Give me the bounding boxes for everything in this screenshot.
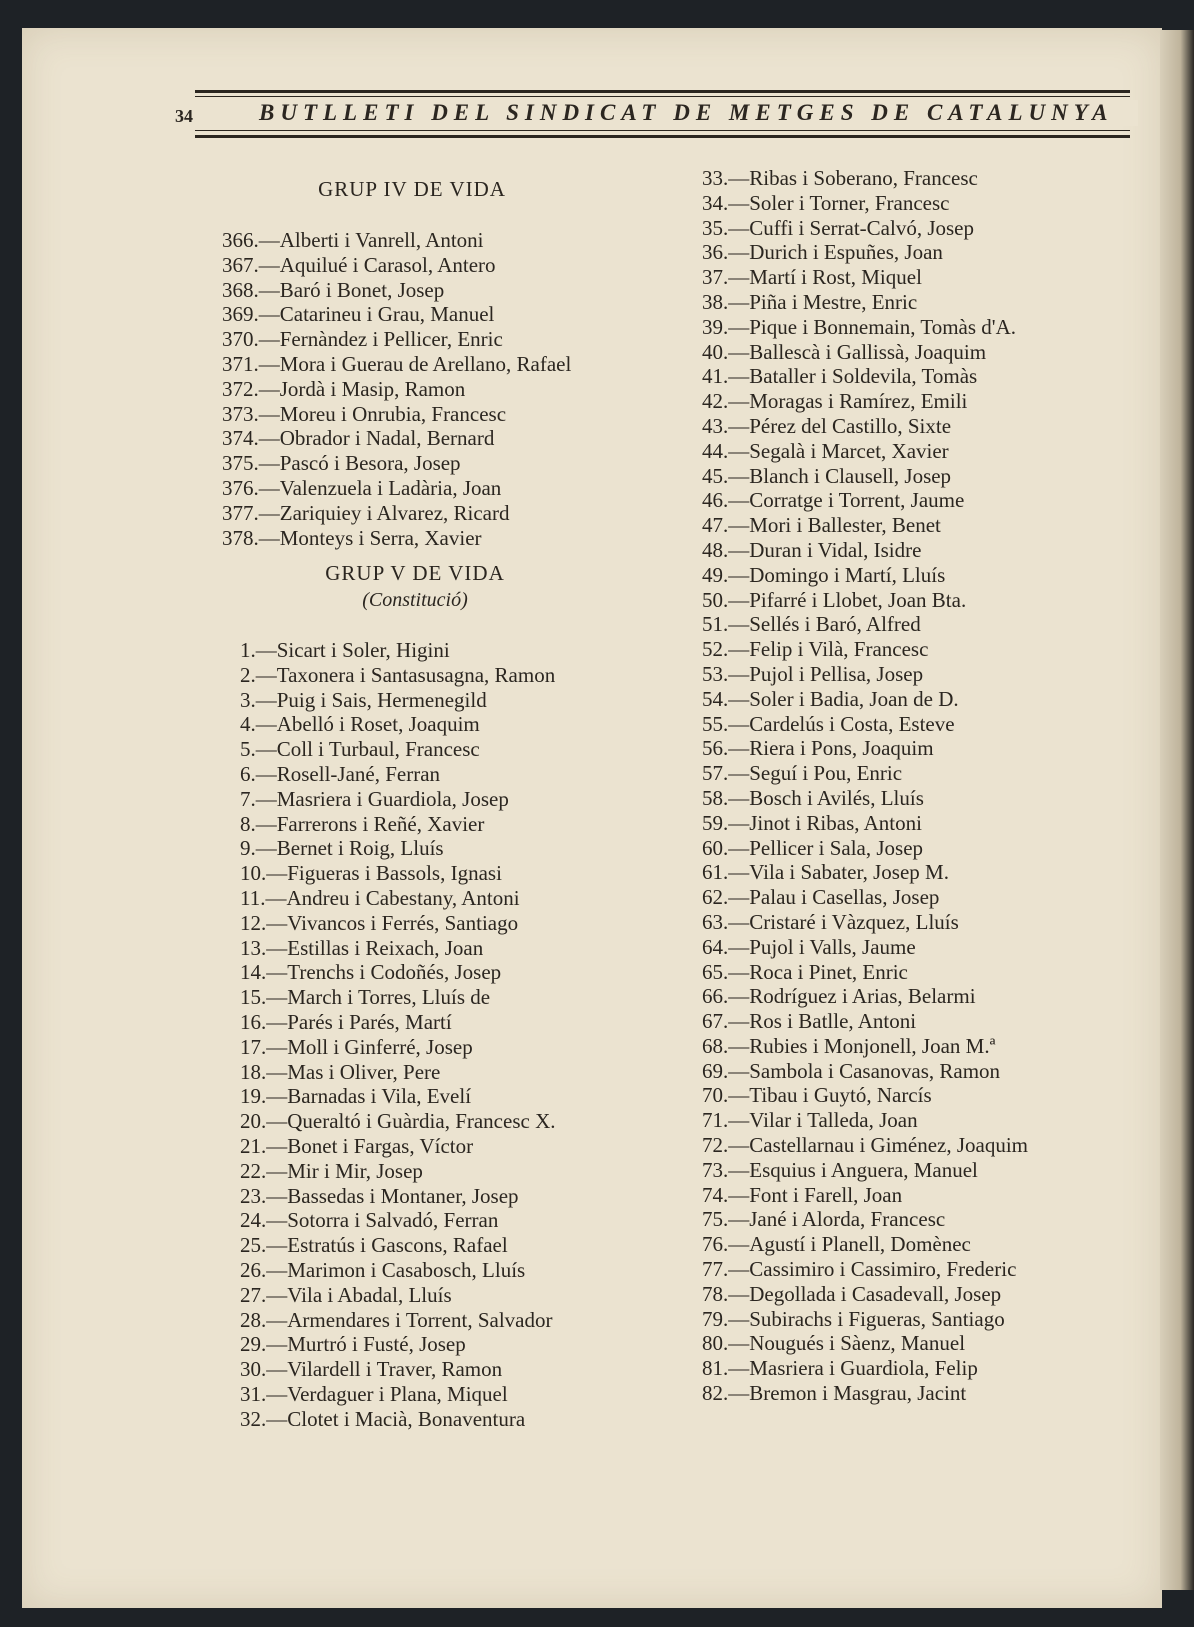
list-entry: 367.—Aquilué i Carasol, Antero [222,252,496,277]
list-entry: 77.—Cassimiro i Cassimiro, Frederic [702,1257,1017,1282]
list-entry: 42.—Moragas i Ramírez, Emili [702,389,968,414]
list-entry: 373.—Moreu i Onrubia, Francesc [222,401,507,426]
list-entry: 73.—Esquius i Anguera, Manuel [702,1157,978,1182]
list-entry: 369.—Catarineu i Grau, Manuel [222,302,495,327]
list-entry: 2.—Taxonera i Santasusagna, Ramon [240,662,556,687]
header-rule-bottom-thin [195,130,1130,131]
list-entry: 375.—Pascó i Besora, Josep [222,451,461,476]
list-entry: 377.—Zariquiey i Alvarez, Ricard [222,500,510,525]
list-entry: 25.—Estratús i Gascons, Rafael [240,1233,508,1258]
book-spine [1160,30,1194,1590]
list-entry: 376.—Valenzuela i Ladària, Joan [222,475,502,500]
list-entry: 81.—Masriera i Guardiola, Felip [702,1356,978,1381]
list-entry: 33.—Ribas i Soberano, Francesc [702,166,978,190]
list-entry: 82.—Bremon i Masgrau, Jacint [702,1381,967,1406]
group-5-subheading: (Constitució) [362,589,468,611]
list-entry: 3.—Puig i Sais, Hermenegild [240,687,487,712]
list-entry: 22.—Mir i Mir, Josep [240,1158,423,1183]
list-entry: 14.—Trenchs i Codoñés, Josep [240,960,502,985]
header-rule-top [195,90,1130,93]
list-entry: 1.—Sicart i Soler, Higini [240,638,450,662]
list-entry: 70.—Tibau i Guytó, Narcís [702,1083,932,1108]
list-entry: 15.—March i Torres, Lluís de [240,985,491,1010]
list-entry: 75.—Jané i Alorda, Francesc [702,1207,946,1232]
list-entry: 6.—Rosell-Jané, Ferran [240,761,441,786]
list-entry: 9.—Bernet i Roig, Lluís [240,836,444,861]
list-entry: 64.—Pujol i Valls, Jaume [702,934,916,959]
list-entry: 32.—Clotet i Macià, Bonaventura [240,1406,526,1431]
journal-title: BUTLLETI DEL SINDICAT DE METGES DE CATALUNYA [255,100,1138,126]
list-entry: 49.—Domingo i Martí, Lluís [702,562,946,587]
list-entry: 16.—Parés i Parés, Martí [240,1009,452,1034]
list-entry: 76.—Agustí i Planell, Domènec [702,1232,971,1257]
list-entry: 65.—Roca i Pinet, Enric [702,959,908,984]
list-entry: 11.—Andreu i Cabestany, Antoni [240,885,520,910]
list-entry: 34.—Soler i Torner, Francesc [702,190,950,215]
list-entry: 37.—Martí i Rost, Miquel [702,265,922,290]
list-entry: 366.—Alberti i Vanrell, Antoni [222,228,484,252]
list-entry: 74.—Font i Farell, Joan [702,1182,903,1207]
list-entry: 68.—Rubies i Monjonell, Joan M.ª [702,1033,996,1058]
list-entry: 23.—Bassedas i Montaner, Josep [240,1183,519,1208]
list-entry: 374.—Obrador i Nadal, Bernard [222,426,495,451]
list-entry: 26.—Marimon i Casabosch, Lluís [240,1257,526,1282]
running-header [175,72,1130,142]
list-entry: 40.—Ballescà i Gallissà, Joaquim [702,339,987,364]
group-5-list-right [702,166,1122,1406]
list-entry: 69.—Sambola i Casanovas, Ramon [702,1058,1001,1083]
list-entry: 59.—Jinot i Ribas, Antoni [702,810,922,835]
list-entry: 27.—Vila i Abadal, Lluís [240,1282,452,1307]
list-entry: 57.—Seguí i Pou, Enric [702,761,903,786]
list-entry: 41.—Bataller i Soldevila, Tomàs [702,364,978,389]
list-entry: 4.—Abelló i Roset, Joaquim [240,712,480,737]
list-entry: 44.—Segalà i Marcet, Xavier [702,438,949,463]
list-entry: 19.—Barnadas i Vila, Evelí [240,1084,472,1109]
list-entry: 53.—Pujol i Pellisa, Josep [702,661,924,686]
list-entry: 45.—Blanch i Clausell, Josep [702,463,952,488]
list-entry: 10.—Figueras i Bassols, Ignasi [240,861,502,886]
list-entry: 21.—Bonet i Fargas, Víctor [240,1133,474,1158]
list-entry: 7.—Masriera i Guardiola, Josep [240,786,509,811]
list-entry: 79.—Subirachs i Figueras, Santiago [702,1306,1005,1331]
list-entry: 8.—Farrerons i Reñé, Xavier [240,811,485,836]
list-entry: 46.—Corratge i Torrent, Jaume [702,488,965,513]
list-entry: 38.—Piña i Mestre, Enric [702,289,918,314]
list-entry: 5.—Coll i Turbaul, Francesc [240,737,480,762]
list-entry: 24.—Sotorra i Salvadó, Ferran [240,1208,499,1233]
page-number: 34 [175,106,193,126]
header-rule-top-thin [195,96,1130,97]
list-entry: 60.—Pellicer i Sala, Josep [702,835,924,860]
list-entry: 28.—Armendares i Torrent, Salvador [240,1307,553,1332]
list-entry: 47.—Mori i Ballester, Benet [702,513,941,538]
list-entry: 50.—Pifarré i Llobet, Joan Bta. [702,587,967,612]
list-entry: 30.—Vilardell i Traver, Ramon [240,1357,503,1382]
list-entry: 18.—Mas i Oliver, Pere [240,1059,441,1084]
list-entry: 372.—Jordà i Masip, Ramon [222,376,466,401]
list-entry: 78.—Degollada i Casadevall, Josep [702,1281,1002,1306]
header-rule-bottom [195,135,1130,138]
group-4-list [222,228,642,550]
list-entry: 67.—Ros i Batlle, Antoni [702,1009,917,1034]
list-entry: 13.—Estillas i Reixach, Joan [240,935,484,960]
group-5-heading: GRUP V DE VIDA [325,561,505,585]
list-entry: 80.—Nougués i Sàenz, Manuel [702,1331,966,1356]
list-entry: 20.—Queraltó i Guàrdia, Francesc X. [240,1109,556,1134]
list-entry: 17.—Moll i Ginferré, Josep [240,1034,473,1059]
list-entry: 58.—Bosch i Avilés, Lluís [702,785,924,810]
list-entry: 36.—Durich i Espuñes, Joan [702,240,943,265]
list-entry: 371.—Mora i Guerau de Arellano, Rafael [222,351,572,376]
list-entry: 29.—Murtró i Fusté, Josep [240,1332,466,1357]
group-5-list-left [240,638,660,1432]
list-entry: 66.—Rodríguez i Arias, Belarmi [702,984,976,1009]
list-entry: 62.—Palau i Casellas, Josep [702,885,940,910]
list-entry: 51.—Sellés i Baró, Alfred [702,612,921,637]
group-4-heading: GRUP IV DE VIDA [318,177,506,201]
list-entry: 63.—Cristaré i Vàzquez, Lluís [702,909,959,934]
list-entry: 71.—Vilar i Talleda, Joan [702,1108,918,1133]
list-entry: 370.—Fernàndez i Pellicer, Enric [222,327,503,352]
list-entry: 31.—Verdaguer i Plana, Miquel [240,1381,508,1406]
list-entry: 48.—Duran i Vidal, Isidre [702,537,922,562]
list-entry: 12.—Vivancos i Ferrés, Santiago [240,910,519,935]
list-entry: 61.—Vila i Sabater, Josep M. [702,860,949,885]
list-entry: 35.—Cuffi i Serrat-Calvó, Josep [702,215,974,240]
list-entry: 52.—Felip i Vilà, Francesc [702,637,929,662]
list-entry: 368.—Baró i Bonet, Josep [222,277,445,302]
list-entry: 39.—Pique i Bonnemain, Tomàs d'A. [702,314,1016,339]
list-entry: 72.—Castellarnau i Giménez, Joaquim [702,1133,1029,1158]
list-entry: 55.—Cardelús i Costa, Esteve [702,711,955,736]
list-entry: 43.—Pérez del Castillo, Sixte [702,413,952,438]
list-entry: 378.—Monteys i Serra, Xavier [222,525,482,550]
list-entry: 54.—Soler i Badia, Joan de D. [702,686,959,711]
list-entry: 56.—Riera i Pons, Joaquim [702,736,934,761]
